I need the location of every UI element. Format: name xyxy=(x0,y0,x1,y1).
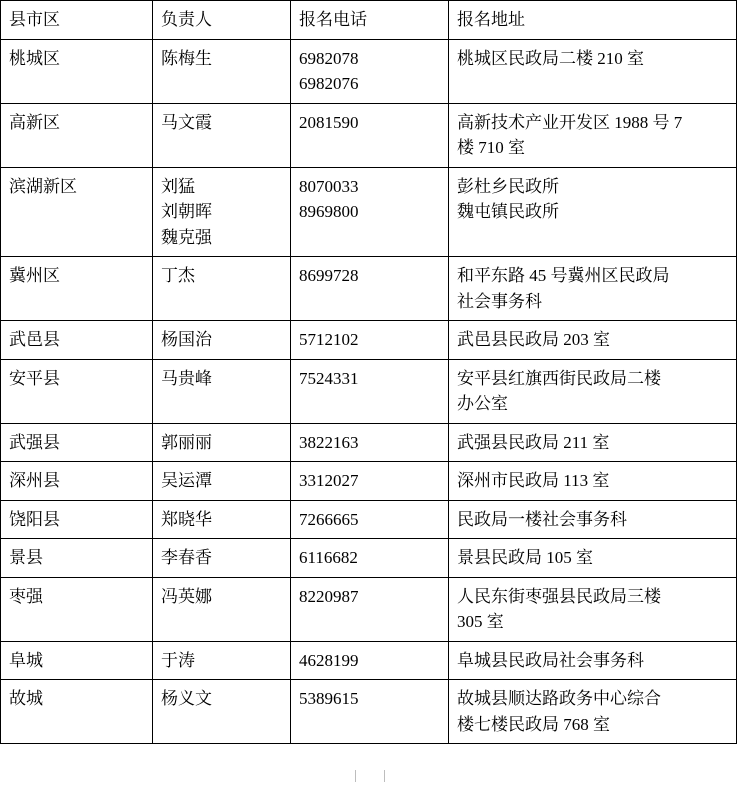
table-row xyxy=(1,321,737,360)
cell-phone xyxy=(291,539,449,578)
table-row xyxy=(1,39,737,103)
cell-line: 5389615 xyxy=(299,689,359,708)
cell-line: 故城 xyxy=(9,689,43,708)
cell-line: 楼七楼民政局 768 室 xyxy=(457,714,610,734)
cell-person xyxy=(153,680,291,744)
cell-line: 3312027 xyxy=(299,471,359,490)
cell-line: 6982078 xyxy=(299,48,359,68)
table-row xyxy=(1,641,737,680)
cell-line: 李春香 xyxy=(161,548,212,567)
cell-county xyxy=(1,321,153,360)
cell-line: 安平县红旗西街民政局二楼 xyxy=(457,368,661,388)
cell-phone xyxy=(291,500,449,539)
cell-line: 深州市民政局 113 室 xyxy=(457,471,610,490)
cell-county xyxy=(1,500,153,539)
cell-line: 人民东街枣强县民政局三楼 xyxy=(457,586,661,606)
cell-line: 办公室 xyxy=(457,394,508,413)
cell-line: 郑晓华 xyxy=(161,509,212,529)
cell-line: 楼 710 室 xyxy=(457,138,525,157)
table-row xyxy=(1,359,737,423)
cell-county xyxy=(1,641,153,680)
cell-line: 刘猛 xyxy=(161,176,195,196)
cell-line: 故城县顺达路政务中心综合 xyxy=(457,689,661,708)
cell-address xyxy=(449,167,737,257)
cell-line: 7266665 xyxy=(299,509,359,529)
footer-mark-left xyxy=(355,770,356,782)
cell-phone xyxy=(291,423,449,462)
cell-address xyxy=(449,462,737,501)
cell-address xyxy=(449,359,737,423)
cell-line: 杨义文 xyxy=(161,689,212,708)
cell-county xyxy=(1,680,153,744)
cell-line: 桃城区民政局二楼 210 室 xyxy=(457,48,644,68)
cell-county xyxy=(1,39,153,103)
cell-line: 枣强 xyxy=(9,586,43,606)
cell-person xyxy=(153,167,291,257)
table-row xyxy=(1,539,737,578)
cell-phone xyxy=(291,39,449,103)
footer-mark-right xyxy=(384,770,385,782)
cell-line: 2081590 xyxy=(299,112,359,132)
cell-line: 桃城区 xyxy=(9,48,60,68)
cell-line: 丁杰 xyxy=(161,266,195,285)
cell-phone xyxy=(291,321,449,360)
cell-line: 滨湖新区 xyxy=(9,176,77,196)
table-row xyxy=(1,680,737,744)
cell-person xyxy=(153,577,291,641)
cell-line: 8699728 xyxy=(299,266,359,285)
cell-person xyxy=(153,539,291,578)
table-header-row xyxy=(1,1,737,40)
cell-line: 景县民政局 105 室 xyxy=(457,548,593,567)
cell-person xyxy=(153,641,291,680)
cell-line: 魏克强 xyxy=(161,227,212,247)
cell-line: 阜城 xyxy=(9,650,43,670)
cell-county xyxy=(1,577,153,641)
column-header-person: 负责人 xyxy=(153,1,291,40)
cell-line: 6116682 xyxy=(299,548,358,567)
cell-line: 彭杜乡民政所 xyxy=(457,176,559,196)
cell-line: 马文霞 xyxy=(161,112,212,132)
cell-county xyxy=(1,462,153,501)
table-row xyxy=(1,500,737,539)
cell-person xyxy=(153,462,291,501)
cell-address xyxy=(449,500,737,539)
cell-line: 8070033 xyxy=(299,176,359,196)
cell-address xyxy=(449,321,737,360)
cell-phone xyxy=(291,680,449,744)
cell-line: 郭丽丽 xyxy=(161,432,212,452)
cell-address xyxy=(449,423,737,462)
cell-line: 景县 xyxy=(9,548,43,567)
column-header-phone: 报名电话 xyxy=(291,1,449,40)
cell-line: 刘朝晖 xyxy=(161,202,212,221)
cell-person xyxy=(153,321,291,360)
cell-person xyxy=(153,423,291,462)
cell-line: 8220987 xyxy=(299,586,359,606)
cell-line: 吴运潭 xyxy=(161,471,212,490)
cell-line: 饶阳县 xyxy=(9,509,60,529)
cell-phone xyxy=(291,577,449,641)
cell-address xyxy=(449,641,737,680)
cell-line: 5712102 xyxy=(299,330,359,349)
cell-line: 3822163 xyxy=(299,432,359,452)
cell-person xyxy=(153,103,291,167)
cell-line: 8969800 xyxy=(299,202,359,221)
table-row xyxy=(1,577,737,641)
cell-address xyxy=(449,577,737,641)
cell-line: 安平县 xyxy=(9,368,60,388)
cell-county xyxy=(1,359,153,423)
cell-line: 6982076 xyxy=(299,74,359,93)
cell-person xyxy=(153,359,291,423)
cell-address xyxy=(449,680,737,744)
cell-phone xyxy=(291,257,449,321)
cell-phone xyxy=(291,359,449,423)
table-row xyxy=(1,423,737,462)
cell-line: 民政局一楼社会事务科 xyxy=(457,509,627,529)
cell-line: 武邑县民政局 203 室 xyxy=(457,330,610,349)
column-header-address: 报名地址 xyxy=(449,1,737,40)
cell-line: 305 室 xyxy=(457,612,504,631)
cell-county xyxy=(1,167,153,257)
cell-line: 阜城县民政局社会事务科 xyxy=(457,650,644,670)
cell-county xyxy=(1,539,153,578)
cell-county xyxy=(1,423,153,462)
cell-phone xyxy=(291,462,449,501)
cell-line: 武邑县 xyxy=(9,330,60,349)
cell-line: 于涛 xyxy=(161,650,195,670)
cell-person xyxy=(153,39,291,103)
cell-county xyxy=(1,103,153,167)
cell-line: 和平东路 45 号冀州区民政局 xyxy=(457,266,670,285)
cell-line: 杨国治 xyxy=(161,330,212,349)
table-row xyxy=(1,167,737,257)
cell-person xyxy=(153,500,291,539)
cell-phone xyxy=(291,167,449,257)
cell-address xyxy=(449,103,737,167)
page-footer-marks xyxy=(355,770,385,784)
cell-line: 深州县 xyxy=(9,471,60,490)
cell-line: 武强县民政局 211 室 xyxy=(457,432,610,452)
cell-phone xyxy=(291,103,449,167)
cell-line: 高新区 xyxy=(9,112,60,132)
cell-county xyxy=(1,257,153,321)
cell-line: 高新技术产业开发区 1988 号 7 xyxy=(457,112,683,132)
column-header-county: 县市区 xyxy=(1,1,153,40)
cell-address xyxy=(449,257,737,321)
table-row xyxy=(1,103,737,167)
cell-phone xyxy=(291,641,449,680)
cell-line: 马贵峰 xyxy=(161,368,212,388)
cell-person xyxy=(153,257,291,321)
cell-line: 魏屯镇民政所 xyxy=(457,202,559,221)
table-row xyxy=(1,257,737,321)
cell-line: 冀州区 xyxy=(9,266,60,285)
cell-address xyxy=(449,539,737,578)
cell-address xyxy=(449,39,737,103)
cell-line: 7524331 xyxy=(299,368,359,388)
cell-line: 陈梅生 xyxy=(161,48,212,68)
table-row xyxy=(1,462,737,501)
cell-line: 4628199 xyxy=(299,650,359,670)
cell-line: 武强县 xyxy=(9,432,60,452)
cell-line: 冯英娜 xyxy=(161,586,212,606)
cell-line: 社会事务科 xyxy=(457,291,542,311)
